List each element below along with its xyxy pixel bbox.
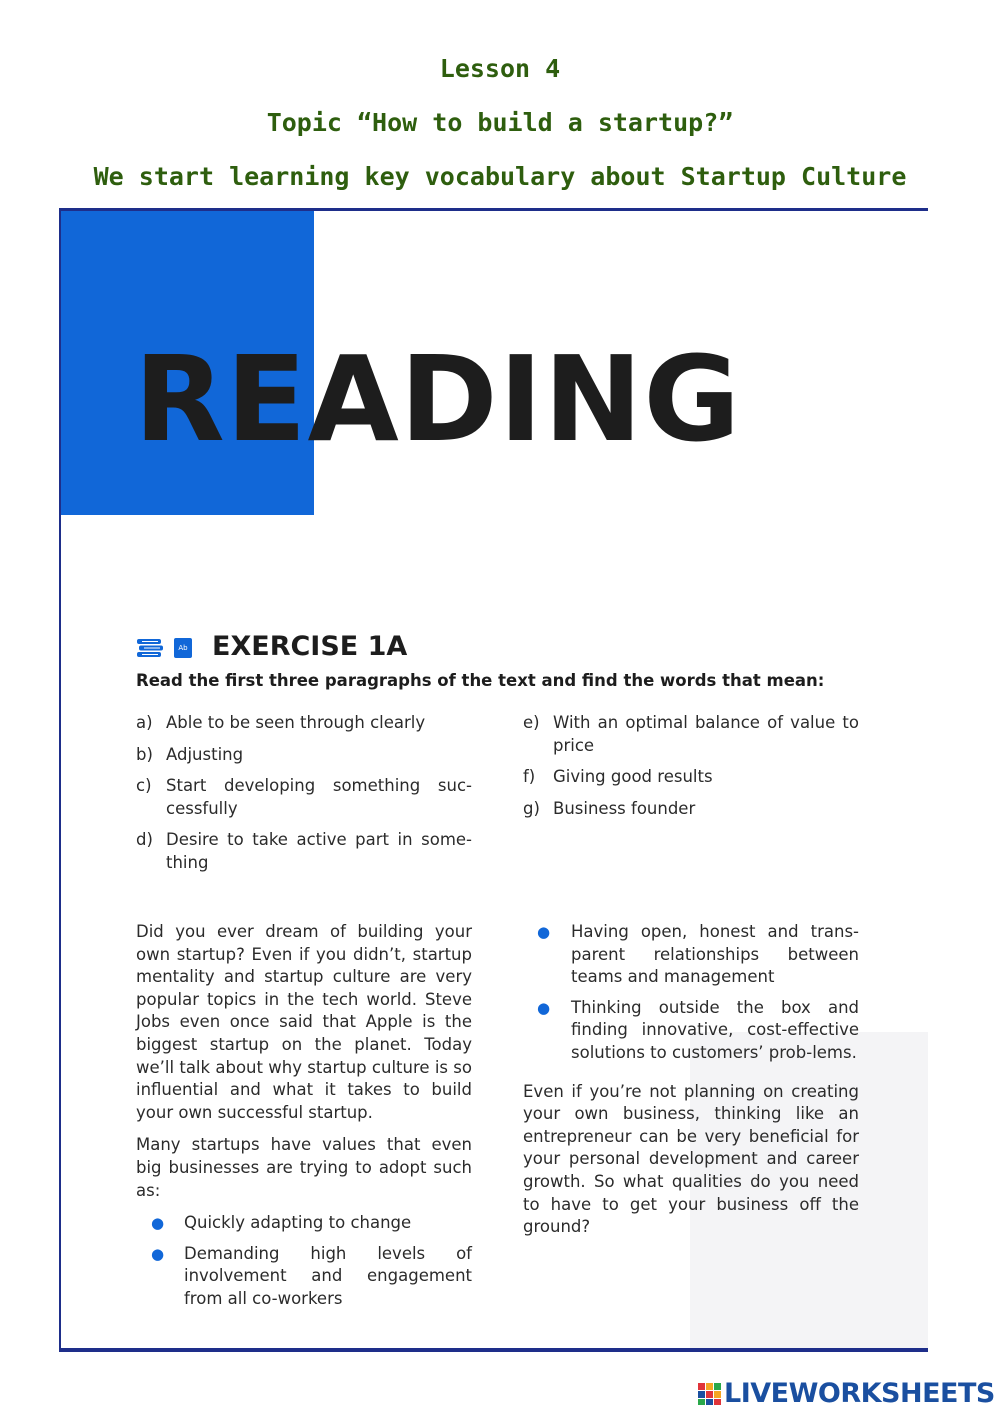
definition-list-right <box>523 712 859 829</box>
bullet-icon: ● <box>537 998 551 1017</box>
bullet-icon: ● <box>151 1244 165 1263</box>
reading-title: READING <box>134 330 742 468</box>
exercise-icons <box>136 637 192 659</box>
item-letter: b) <box>136 744 153 764</box>
bullet-item <box>136 1243 472 1311</box>
bullet-item <box>523 921 859 989</box>
item-letter: e) <box>523 713 540 732</box>
bullet-text: Having open, honest and trans-parent relationships between teams and management <box>571 922 859 987</box>
article-paragraph: Many startups have values that even big businesses are trying to adopt such as: <box>136 1135 472 1200</box>
definition-item <box>136 744 472 767</box>
item-text: Business founder <box>553 798 696 818</box>
article-paragraph: Did you ever dream of building your own startup? Even if you didn’t, startup mentality and startup culture are very popular topics in the tech world. Steve Jobs even once said that Apple is the biggest startup on the planet. Today we’ll talk about why startup culture is so influential and what it takes to build your own successful startup. <box>136 922 472 1122</box>
item-text: Giving good results <box>553 767 713 787</box>
article-column-right <box>523 921 859 1249</box>
item-letter: d) <box>136 830 153 850</box>
exercise-instruction: Read the first three paragraphs of the text and find the words that mean: <box>136 671 825 690</box>
item-text: With an optimal balance of value to price <box>553 713 859 755</box>
definition-item <box>136 775 472 820</box>
exercise-title: EXERCISE 1A <box>212 631 408 662</box>
bullet-text: Thinking outside the box and finding innovative, cost-effective solutions to customers’ prob-lems. <box>571 997 859 1062</box>
lesson-heading: Lesson 4 <box>439 54 561 83</box>
ab-dictionary-icon: Ab <box>174 638 192 658</box>
definition-item <box>523 798 859 821</box>
bottom-rule <box>60 1348 928 1352</box>
topic-heading: Topic “How to build a startup?” <box>266 108 734 137</box>
definition-item <box>136 829 472 874</box>
bullet-icon: ● <box>537 923 551 941</box>
item-text: Desire to take active part in some-thing <box>166 830 472 872</box>
definition-item <box>136 712 472 735</box>
definition-list-left <box>136 712 472 884</box>
books-icon <box>136 637 164 659</box>
bullet-item <box>523 997 859 1065</box>
bullet-text: Demanding high levels of involvement and engagement from all co-workers <box>184 1243 472 1308</box>
article-paragraph: Even if you’re not planning on creating your own business, thinking like an entrepreneur can be very beneficial for your personal development and career growth. So what qualities do you need to have to get your business off the ground? <box>523 1081 859 1237</box>
liveworksheets-logo-icon <box>698 1383 722 1405</box>
intro-heading: We start learning key vocabulary about Startup Culture <box>93 162 907 191</box>
item-letter: c) <box>136 776 152 796</box>
bullet-item <box>136 1212 472 1235</box>
item-letter: a) <box>136 713 153 732</box>
item-text: Start developing something suc-cessfully <box>166 776 472 818</box>
item-text: Able to be seen through clearly <box>166 713 426 732</box>
item-letter: g) <box>523 798 540 818</box>
bullet-icon: ● <box>151 1214 165 1233</box>
bullet-text: Quickly adapting to change <box>184 1213 412 1233</box>
item-letter: f) <box>523 767 536 787</box>
item-text: Adjusting <box>166 744 244 764</box>
brand-name: LIVEWORKSHEETS <box>724 1378 995 1409</box>
liveworksheets-brand[interactable] <box>698 1378 995 1409</box>
definition-item <box>523 766 859 789</box>
definition-item <box>523 712 859 757</box>
article-column-left <box>136 921 472 1319</box>
